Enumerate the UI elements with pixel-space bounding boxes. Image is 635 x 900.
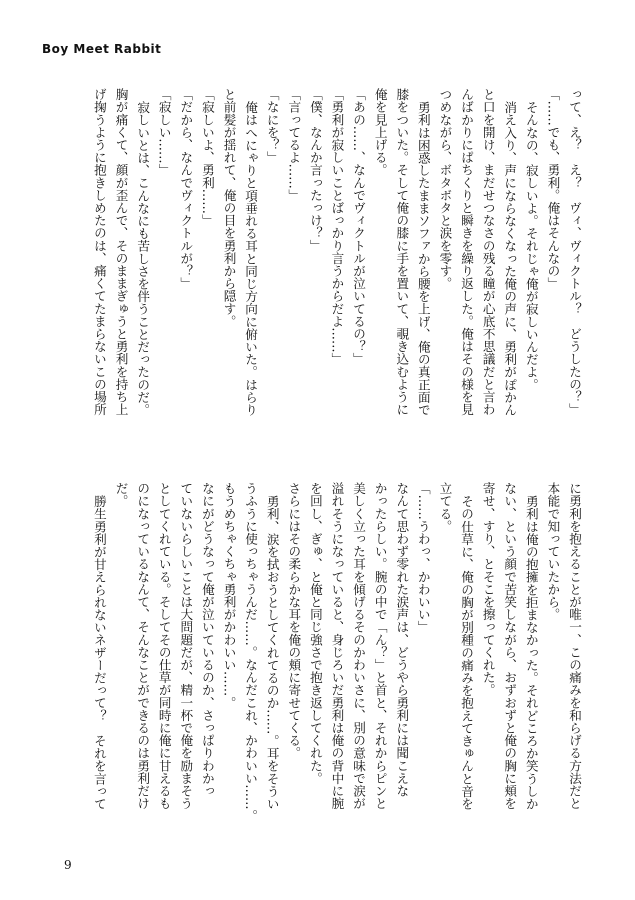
text-line: げ掬うように抱きしめたのは、痛くてたまらないこの場所 [91, 88, 107, 416]
text-line: 「僕、なんか言ったっけ？」 [307, 88, 323, 252]
text-line: 消え入り、声にならなくなった俺の声に、勇利がぽかん [502, 100, 518, 416]
text-line: 「寂しい……」 [156, 88, 172, 177]
body-text-bottom [88, 482, 585, 854]
text-line: に勇利を抱えることが唯一、この痛みを和らげる方法だと [567, 482, 582, 810]
text-line: 勇利は困惑したままソファから腰を上げ、俺の真正面で [415, 100, 431, 416]
text-line: なにがどうなって俺が泣いているのか、さっぱりわかっ [199, 482, 215, 797]
text-line: 寄せ、すり、とそこを擦ってくれた。 [480, 482, 496, 697]
text-line: 溢れそうになっていると、身じろいだ勇利は俺の背中に腕 [329, 482, 345, 810]
text-line: 「言ってるよ……」 [286, 88, 302, 202]
text-line: と前髪が揺れて、俺の目を勇利から隠す。 [221, 88, 237, 328]
text-line: 「寂しいよ、勇利……」 [199, 88, 215, 227]
text-line: かったらしい。腕の中で「ん？」と首と、それからピンと [372, 482, 388, 810]
text-line: 美しく立った耳を傾げるそのかわいさに、別の意味で涙が [351, 482, 367, 810]
text-line: 「なにを？」 [264, 88, 280, 164]
text-line: もうめちゃくちゃ勇利がかわいい……。 [221, 482, 237, 709]
text-line: だ。 [113, 482, 129, 508]
text-line: 膝をついた。そして俺の膝に手を置いて、覗き込むように [394, 88, 410, 416]
text-line: としてくれている。そしてその仕草が同時に俺に甘えるも [156, 482, 172, 810]
text-line: なんて思わず零れた涙声は、どうやら勇利には聞こえな [394, 482, 410, 797]
text-line: 「だから、なんでヴィクトルが？」 [178, 88, 194, 290]
text-line: 勇利は俺の抱擁を拒まなかった。それどころか笑うしか [523, 494, 539, 810]
text-line: ない、という顔で苦笑しながら、おずおずと俺の胸に頬を [502, 482, 518, 810]
text-line: と口を開け、まだせつなさの残る瞳が心底不思議だと言わ [480, 88, 496, 416]
body-text-top [88, 88, 585, 460]
text-line: 俺を見上げる。 [372, 88, 388, 177]
running-header: Boy Meet Rabbit [42, 42, 162, 56]
text-line: 寂しいとは、こんなにも苦しさを伴うことだったのだ。 [135, 100, 151, 416]
text-line: つめながら、ボタボタと涙を零す。 [437, 88, 453, 290]
text-line: 立てる。 [437, 482, 453, 533]
text-line: 「……でも、勇利。俺はそんなの」 [545, 88, 561, 290]
text-line: 勝生勇利が甘えられないネザーだって？ それを言って [91, 494, 107, 810]
text-line: を回し、ぎゅ、と俺と同じ強さで抱き返してくれた。 [307, 482, 323, 785]
text-line: 「あの……、なんでヴィクトルが泣いてるの？」 [351, 88, 367, 366]
text-line: 俺はへにゃりと項垂れる耳と同じ方向に俯いた。はらり [243, 100, 259, 416]
text-line: 「勇利が寂しいことばっかり言うからだよ……」 [329, 88, 345, 366]
text-line: さらにはその柔らかな耳を俺の頬に寄せてくる。 [286, 482, 302, 760]
text-line: って、え？ え？ ヴィ、ヴィクトル？ どうしたの？」 [567, 88, 582, 416]
text-line: のになっているなんて、そんなことができるのは勇利だけ [135, 482, 151, 810]
page-number: 9 [64, 858, 72, 872]
text-line: 胸が痛くて、顔が歪んで、そのままぎゅうと勇利を持ち上 [113, 88, 129, 416]
text-line: その仕草に、俺の胸が別種の痛みを抱えてきゅんと音を [459, 494, 475, 810]
text-line: うふうに使っちゃうんだ……。なんだこれ、かわいい……。 [243, 482, 259, 823]
text-line: そんなの、寂しいよ。それじゃ俺が寂しいんだよ。 [523, 100, 539, 391]
text-line: 「……うわっ、かわいい」 [415, 482, 431, 634]
text-line: んばかりにぱちくりと瞬きを繰り返した。俺はその様を見 [459, 88, 475, 416]
text-line: 勇利、涙を拭おうとしてくれてるのか……。耳をそうい [264, 494, 280, 810]
text-line: 本能で知っていたから。 [545, 482, 561, 621]
text-line: ていないらしいことは大問題だが、精一杯で俺を励まそう [178, 482, 194, 810]
